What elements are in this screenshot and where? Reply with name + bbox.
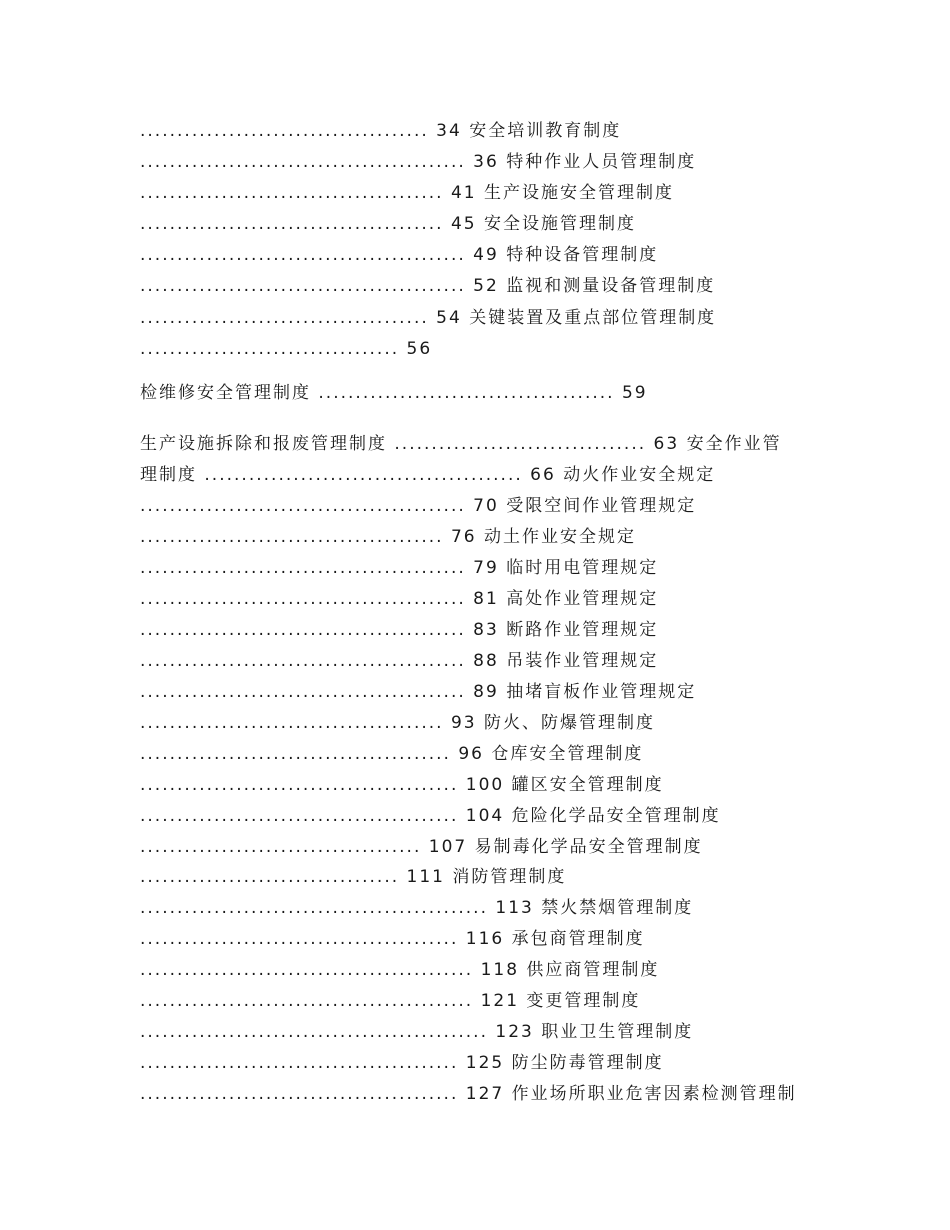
- toc-line: ........................................... 116 承包商管理制度: [140, 929, 645, 949]
- toc-line: ............................................... 123 职业卫生管理制度: [140, 1022, 694, 1042]
- toc-line: ......................................... 76 动土作业安全规定: [140, 527, 636, 547]
- toc-line: ...................................... 107 易制毒化学品安全管理制度: [140, 837, 703, 857]
- toc-line: ............................................ 83 断路作业管理规定: [140, 620, 659, 640]
- toc-line: ............................................ 88 吊装作业管理规定: [140, 651, 659, 671]
- toc-line: ............................................. 118 供应商管理制度: [140, 960, 660, 980]
- toc-line: ............................................ 79 临时用电管理规定: [140, 558, 659, 578]
- toc-line: .......................................... 96 仓库安全管理制度: [140, 744, 644, 764]
- toc-line: ....................................... 54 关键装置及重点部位管理制度: [140, 308, 717, 328]
- toc-line: ....................................... 34 安全培训教育制度: [140, 121, 622, 141]
- toc-line: ........................................... 125 防尘防毒管理制度: [140, 1053, 664, 1073]
- toc-line: ............................................ 49 特种设备管理制度: [140, 245, 659, 265]
- toc-line: ................................... 111 消防管理制度: [140, 867, 567, 887]
- toc-line: ............................................ 89 抽堵盲板作业管理规定: [140, 682, 697, 702]
- toc-line: ............................................ 70 受限空间作业管理规定: [140, 496, 697, 516]
- toc-line: ......................................... 41 生产设施安全管理制度: [140, 183, 674, 203]
- toc-line: ......................................... 45 安全设施管理制度: [140, 214, 636, 234]
- toc-line: ........................................... 127 作业场所职业危害因素检测管理制: [140, 1084, 797, 1104]
- toc-line: ............................................. 121 变更管理制度: [140, 991, 641, 1011]
- toc-line: 理制度 ........................................... 66 动火作业安全规定: [140, 465, 716, 485]
- toc-line: ........................................... 104 危险化学品安全管理制度: [140, 806, 721, 826]
- toc-line: ............................................ 81 高处作业管理规定: [140, 589, 659, 609]
- toc-line: ......................................... 93 防火、防爆管理制度: [140, 713, 655, 733]
- toc-line: ............................................... 113 禁火禁烟管理制度: [140, 898, 694, 918]
- toc-line: ............................................ 52 监视和测量设备管理制度: [140, 276, 716, 296]
- toc-line: 生产设施拆除和报废管理制度 .................................. 63 安全作业管: [140, 434, 782, 454]
- toc-line: ............................................ 36 特种作业人员管理制度: [140, 152, 697, 172]
- toc-line: ................................... 56: [140, 339, 433, 359]
- toc-line: 检维修安全管理制度 ........................................ 59: [140, 383, 648, 403]
- toc-line: ........................................... 100 罐区安全管理制度: [140, 775, 664, 795]
